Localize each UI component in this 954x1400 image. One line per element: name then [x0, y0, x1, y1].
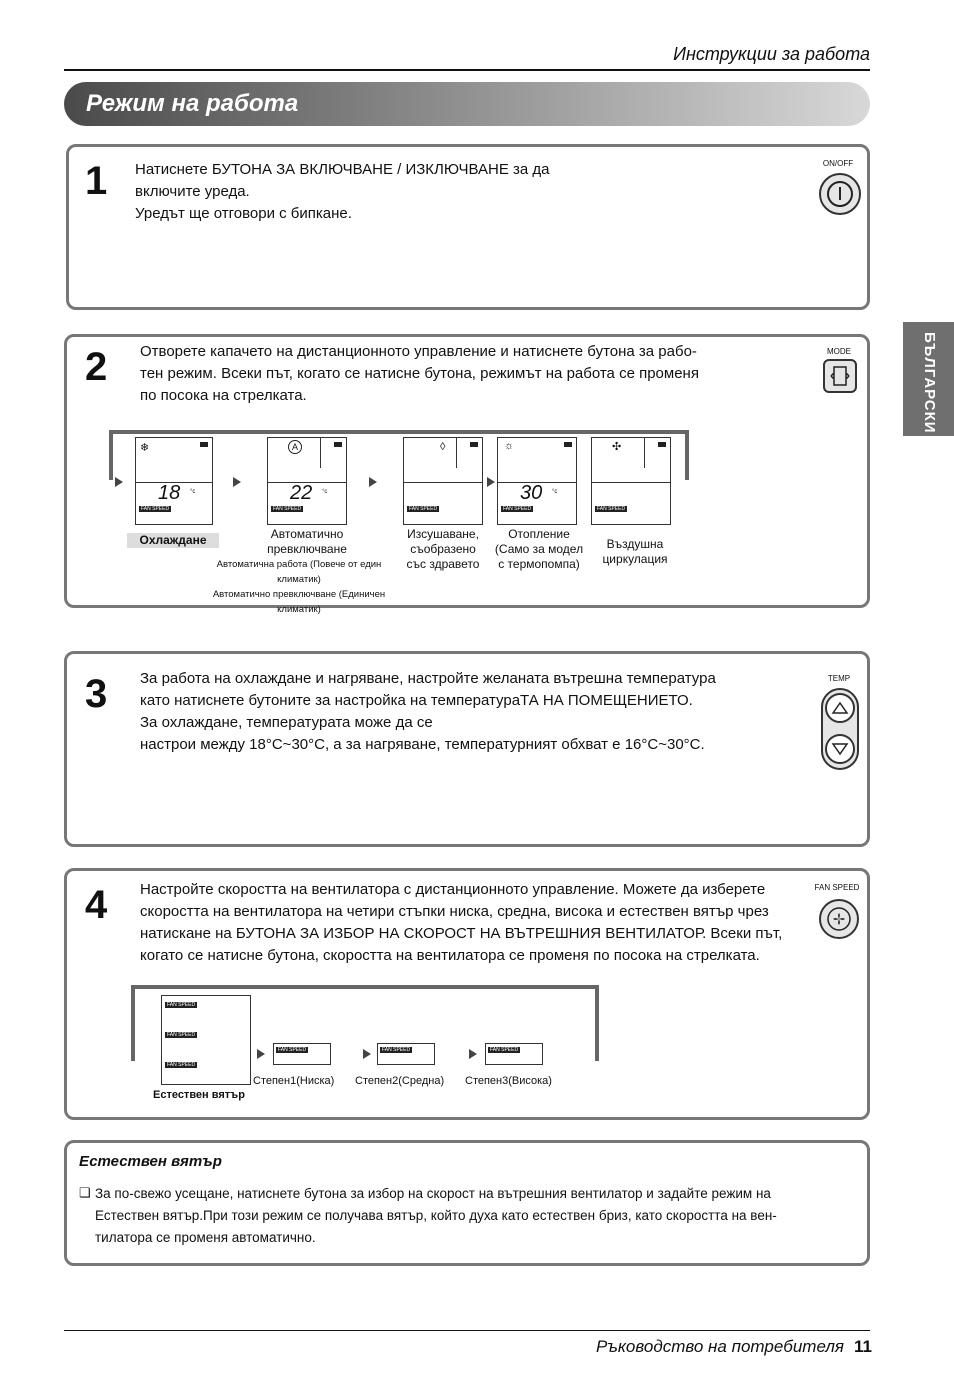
temp-button-group: [821, 688, 859, 770]
step4-line3: натискане на БУТОНА ЗА ИЗБОР НА СКОРОСТ НА ВЪТРЕШНИЯ ВЕНТИЛАТОР. Всеки път,: [140, 925, 783, 942]
step1-line2: включите уреда.: [135, 183, 250, 200]
mode-dry-label: [397, 527, 489, 572]
next-arrow-icon: [469, 1049, 477, 1059]
mode-heat-label: [491, 527, 587, 572]
cycle-arrow-icon: [115, 477, 123, 487]
battery-icon: [334, 442, 342, 447]
step3-number: 3: [85, 672, 108, 716]
step4-box: [64, 868, 870, 1120]
speed2-lcd: [377, 1043, 435, 1065]
note-line1: За по-свежо усещане, натиснете бутона за избор на скорост на вътрешния вентилатор и задайте режим на: [95, 1186, 771, 1201]
next-arrow-icon: [257, 1049, 265, 1059]
lcd-fan-speed: FAN SPEED: [409, 506, 438, 512]
lcd-fan-speed: FAN SPEED: [490, 1047, 519, 1053]
checkbox-icon: ❏: [79, 1185, 91, 1200]
step4-line1: Настройте скоростта на вентилатора с дистанционното управление. Можете да изберете: [140, 881, 766, 898]
lcd-fan-speed: FAN SPEED: [167, 1002, 196, 1008]
power-icon: [826, 180, 854, 208]
mode-heat-line2: (Само за модел: [494, 542, 584, 556]
triangle-up-icon: [831, 701, 849, 715]
note-title: Естествен вятър: [79, 1153, 222, 1170]
next-arrow-icon: [233, 477, 241, 487]
auto-icon: A: [288, 440, 302, 454]
battery-icon: [200, 442, 208, 447]
step2-line3: по посока на стрелката.: [140, 387, 307, 404]
lcd-temp: 30: [520, 482, 543, 504]
drop-icon: ◊: [440, 441, 446, 453]
celsius-icon: °c: [322, 489, 328, 495]
speed2-label: Степен2(Средна): [355, 1075, 445, 1087]
step4-number: 4: [85, 883, 108, 927]
mode-auto-notes: [197, 557, 401, 617]
mode-auto-label: [247, 527, 367, 557]
step4-line4: когато се натисне бутона, скоростта на вентилатора се променя по посока на стрелката.: [140, 947, 760, 964]
sun-icon: ☼: [504, 440, 515, 452]
note-text: [95, 1183, 865, 1249]
onoff-label: ON/OFF: [822, 159, 854, 168]
lcd-dry: [403, 437, 483, 525]
lcd-fan-speed: FAN SPEED: [167, 1062, 196, 1068]
temp-label: TEMP: [827, 674, 851, 683]
speed3-label: Степен3(Висока): [465, 1075, 552, 1087]
lcd-temp: 22: [290, 482, 313, 504]
step2-text: [140, 341, 699, 407]
mode-heat-line3: с термопомпа): [498, 557, 580, 571]
step2-box: [64, 334, 870, 615]
lcd-fan-speed: FAN SPEED: [503, 506, 532, 512]
battery-icon: [470, 442, 478, 447]
mode-auto-note2: Автоматично превключване (Единичен климатик): [212, 589, 386, 615]
step1-line1: Натиснете БУТОНА ЗА ВКЛЮЧВАНЕ / ИЗКЛЮЧВАНЕ за да: [135, 161, 550, 178]
next-arrow-icon: [369, 477, 377, 487]
note-line3: тилатора се променя автоматично.: [95, 1230, 316, 1245]
lcd-temp: 18: [158, 482, 181, 504]
step1-box: [66, 144, 870, 310]
mode-auto-note1: Автоматична работа (Повече от един климатик): [216, 559, 382, 585]
mode-button[interactable]: [823, 359, 857, 393]
snowflake-icon: ❄: [140, 442, 150, 454]
lcd-cooling: [135, 437, 213, 525]
mode-icon: [825, 361, 855, 391]
battery-icon: [564, 442, 572, 447]
lcd-auto: [267, 437, 347, 525]
note-box: [64, 1140, 870, 1266]
battery-icon: [658, 442, 666, 447]
header-title: Инструкции за работа: [673, 44, 870, 64]
natural-wind-lcd: [161, 995, 251, 1085]
lcd-fan-speed: FAN SPEED: [382, 1047, 411, 1053]
lcd-fan-speed: FAN SPEED: [141, 506, 170, 512]
step1-line3: Уредът ще отговори с бипкане.: [135, 205, 352, 222]
lcd-fan-speed: FAN SPEED: [273, 506, 302, 512]
step2-line1: Отворете капачето на дистанционното управление и натиснете бутона за рабо-: [140, 343, 697, 360]
page-number: 11: [854, 1337, 872, 1356]
celsius-icon: °c: [190, 489, 196, 495]
footer: [500, 1337, 872, 1357]
fan-icon: [826, 906, 852, 932]
step1-text: [135, 159, 550, 225]
header-rule: [64, 69, 870, 71]
temp-up-button[interactable]: [825, 693, 855, 723]
speed1-lcd: [273, 1043, 331, 1065]
footer-rule: [64, 1330, 870, 1331]
onoff-button[interactable]: [819, 173, 861, 215]
mode-auto-line1: Автоматично: [270, 527, 344, 541]
celsius-icon: °c: [552, 489, 558, 495]
note-line2: Естествен вятър.При този режим се получава вятър, който духа като естествен бриз, като скоростта на вен-: [95, 1208, 777, 1223]
lcd-fan-speed: FAN SPEED: [597, 506, 626, 512]
section-title: Режим на работа: [86, 90, 299, 117]
language-tab-label: БЪЛГАРСКИ: [921, 332, 938, 434]
section-banner: [64, 82, 870, 126]
mode-dry-line1: Изсушаване,: [407, 527, 479, 541]
step2-number: 2: [85, 345, 108, 389]
step2-line2: тен режим. Всеки път, когато се натисне бутона, режимът на работа се променя: [140, 365, 699, 382]
step4-text: [140, 879, 782, 967]
footer-title: Ръководство на потребителя: [595, 1337, 845, 1356]
lcd-fan-speed: FAN SPEED: [167, 1032, 196, 1038]
step3-line1: За работа на охлаждане и нагряване, настройте желаната вътрешна температура: [140, 670, 716, 687]
mode-cooling-label: Охлаждане: [127, 533, 219, 548]
next-arrow-icon: [487, 477, 495, 487]
step3-line2: като натиснете бутоните за настройка на температураТА НА ПОМЕЩЕНИЕТО.: [140, 692, 693, 709]
natural-wind-label: Естествен вятър: [153, 1089, 245, 1101]
step3-text: [140, 668, 716, 756]
lcd-fan-speed: FAN SPEED: [278, 1047, 307, 1053]
lcd-heat: [497, 437, 577, 525]
mode-auto-line2: превключване: [267, 542, 347, 556]
step3-box: [64, 651, 870, 847]
fan-speed-button[interactable]: [819, 899, 859, 939]
mode-dry-line3: със здравето: [406, 557, 480, 571]
next-arrow-icon: [363, 1049, 371, 1059]
fan-icon: ✣: [612, 441, 622, 453]
mode-fan-line1: Въздушна: [606, 537, 664, 551]
speed3-lcd: [485, 1043, 543, 1065]
lcd-fan: [591, 437, 671, 525]
language-tab: [903, 322, 954, 436]
triangle-down-icon: [831, 742, 849, 756]
step3-line3: За охлаждане, температурата може да се: [140, 714, 433, 731]
speed1-label: Степен1(Ниска): [253, 1075, 335, 1087]
temp-down-button[interactable]: [825, 734, 855, 764]
mode-fan-line2: циркулация: [602, 552, 668, 566]
mode-dry-line2: съобразено: [410, 542, 476, 556]
step3-line4: настрои между 18°C~30°C, а за нагряване, температурният обхват е 16°C~30°C.: [140, 736, 705, 753]
step4-line2: скоростта на вентилатора на четири стъпки ниска, средна, висока и естествен вятър чрез: [140, 903, 769, 920]
step1-number: 1: [85, 159, 108, 203]
mode-label: MODE: [827, 347, 851, 356]
mode-fan-label: [589, 537, 681, 567]
fan-speed-label: FAN SPEED: [814, 883, 860, 892]
mode-heat-line1: Отопление: [508, 527, 570, 541]
